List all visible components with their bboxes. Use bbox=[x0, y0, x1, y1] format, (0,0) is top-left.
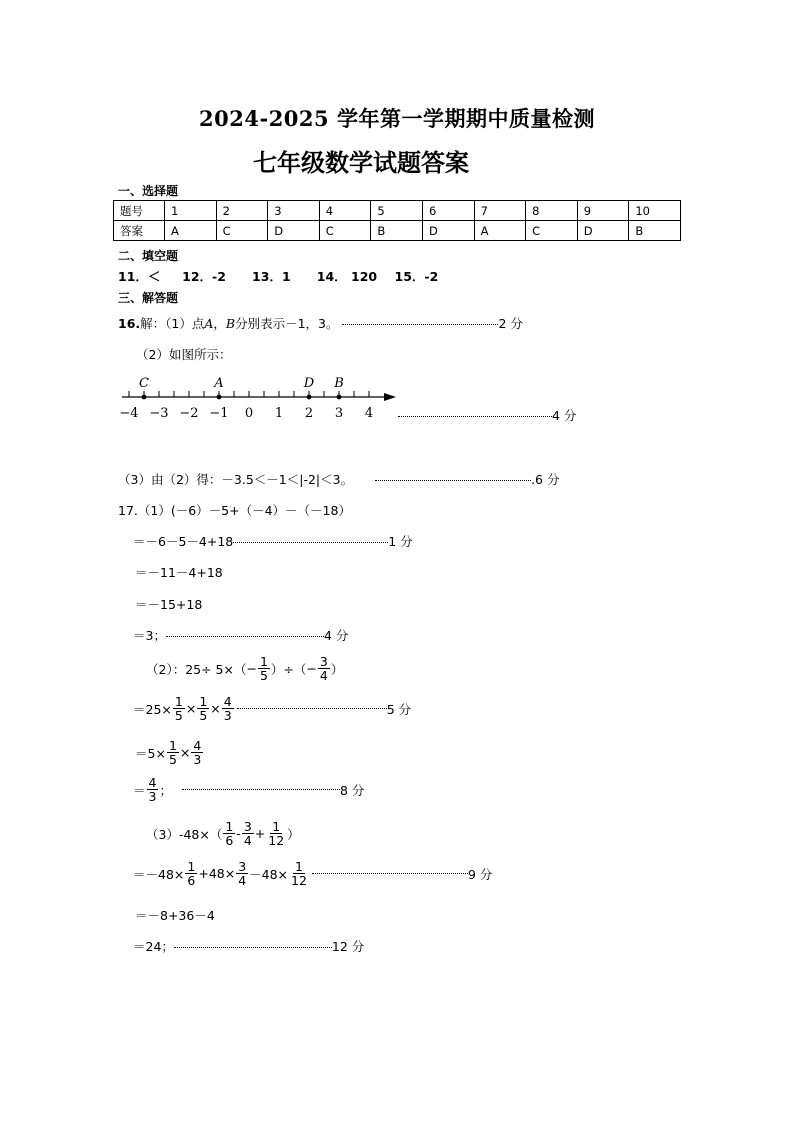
minus: − bbox=[306, 661, 317, 677]
denominator: 3 bbox=[148, 789, 157, 805]
row-label: 题号 bbox=[114, 201, 165, 221]
table-cell: 2 bbox=[216, 201, 268, 221]
denominator: 5 bbox=[174, 708, 183, 724]
denominator: 12 bbox=[291, 873, 307, 889]
fraction bbox=[185, 860, 197, 887]
numerator: 4 bbox=[223, 694, 232, 709]
point-label: A bbox=[214, 376, 224, 391]
table-cell: C bbox=[319, 221, 371, 241]
numerator: 3 bbox=[243, 819, 252, 834]
times: × bbox=[210, 701, 221, 717]
answer-row bbox=[114, 221, 681, 241]
q17-line4 bbox=[133, 626, 348, 644]
expr: －48× bbox=[249, 866, 289, 882]
tick-label: −4 bbox=[119, 406, 139, 421]
denominator: 6 bbox=[225, 833, 234, 849]
score-label: 4 分 bbox=[552, 408, 577, 423]
numerator: 3 bbox=[319, 654, 328, 669]
table-cell: 1 bbox=[165, 201, 217, 221]
numerator: 1 bbox=[168, 738, 177, 753]
table-cell: 3 bbox=[268, 201, 320, 221]
expr: （2）：25÷ 5×（ bbox=[146, 661, 247, 677]
score-label: 12 分 bbox=[331, 939, 365, 954]
expr: ） bbox=[287, 826, 300, 842]
axis-arrow bbox=[384, 393, 396, 401]
q17-part3-line1 bbox=[133, 860, 492, 887]
answer-table bbox=[113, 200, 681, 241]
fraction bbox=[289, 860, 309, 887]
tick-label: 3 bbox=[334, 406, 344, 421]
tick-label: −3 bbox=[149, 406, 169, 421]
q16-part1 bbox=[118, 314, 523, 332]
q16-part3 bbox=[118, 470, 559, 488]
expr: （3）-48×（ bbox=[146, 826, 223, 842]
numerator: 1 bbox=[272, 819, 281, 834]
q16-part2-score-line bbox=[398, 406, 576, 424]
leader-dots bbox=[398, 416, 552, 417]
leader-dots bbox=[342, 324, 498, 325]
denominator: 4 bbox=[319, 668, 328, 684]
denominator: 3 bbox=[193, 752, 202, 768]
fraction bbox=[191, 739, 203, 766]
score-label: 9 分 bbox=[467, 866, 493, 882]
tick-label: 4 bbox=[364, 406, 374, 421]
expr: ＝ bbox=[133, 782, 146, 798]
table-cell: D bbox=[422, 221, 474, 241]
denominator: 5 bbox=[259, 668, 268, 684]
point-b-label: B bbox=[225, 316, 236, 331]
fraction bbox=[223, 820, 235, 847]
numerator: 1 bbox=[225, 819, 234, 834]
table-cell: B bbox=[371, 221, 423, 241]
point-dot bbox=[142, 395, 147, 400]
fraction bbox=[236, 860, 248, 887]
numerator: 3 bbox=[238, 859, 247, 874]
numerator: 4 bbox=[148, 775, 157, 790]
numerator: 1 bbox=[187, 859, 196, 874]
fraction bbox=[167, 739, 179, 766]
minus: - bbox=[236, 826, 241, 842]
score-label: 1 分 bbox=[388, 534, 413, 549]
q17-part2-line1 bbox=[133, 695, 411, 722]
point-label: C bbox=[139, 376, 149, 391]
table-cell: 5 bbox=[371, 201, 423, 221]
tick-label: 1 bbox=[274, 406, 284, 421]
q17-part3-head bbox=[146, 820, 300, 847]
answer-key-title: 七年级数学试题答案 bbox=[253, 149, 469, 177]
table-cell: 7 bbox=[474, 201, 526, 221]
point-dot bbox=[217, 395, 222, 400]
numerator: 4 bbox=[193, 738, 202, 753]
fraction bbox=[197, 695, 209, 722]
table-cell: 9 bbox=[577, 201, 629, 221]
fraction bbox=[222, 695, 234, 722]
tick-label: 2 bbox=[304, 406, 314, 421]
section-choice-heading: 一、选择题 bbox=[118, 184, 179, 198]
point-label: B bbox=[334, 376, 344, 391]
denominator: 4 bbox=[238, 873, 247, 889]
numerator: 1 bbox=[259, 654, 268, 669]
q17-part2-head bbox=[146, 655, 343, 682]
expr: ＝25× bbox=[133, 701, 172, 717]
numerator: 1 bbox=[199, 694, 208, 709]
fraction bbox=[173, 695, 185, 722]
q17-line3: ＝－15+18 bbox=[135, 597, 203, 612]
times: × bbox=[179, 745, 191, 761]
plus: + bbox=[254, 826, 266, 842]
score-label: 8 分 bbox=[339, 782, 365, 798]
question-number-row bbox=[114, 201, 681, 221]
fraction bbox=[147, 776, 159, 803]
leader-dots bbox=[233, 542, 388, 543]
table-cell: D bbox=[577, 221, 629, 241]
denominator: 5 bbox=[199, 708, 208, 724]
times: × bbox=[185, 701, 197, 717]
fill-answers: 11．＜ 12．-2 13．1 14． 120 15．-2 bbox=[118, 269, 439, 284]
score-label: 5 分 bbox=[386, 701, 412, 717]
numerator: 1 bbox=[295, 859, 303, 874]
score-label: 4 分 bbox=[323, 628, 349, 643]
expr: ）÷（ bbox=[270, 661, 307, 677]
denominator: 6 bbox=[187, 873, 196, 889]
table-cell: C bbox=[216, 221, 268, 241]
q17-line2: ＝－11－4+18 bbox=[135, 565, 223, 580]
leader-dots bbox=[237, 708, 387, 709]
denominator: 4 bbox=[243, 833, 252, 849]
fraction bbox=[242, 820, 254, 847]
q16-part2: （2）如图所示： bbox=[136, 347, 232, 362]
q17-part2-line2 bbox=[135, 739, 204, 766]
denominator: 12 bbox=[268, 833, 285, 849]
q16-comma: ， bbox=[213, 316, 226, 331]
expr: ＝24； bbox=[133, 939, 174, 954]
leader-dots bbox=[312, 873, 468, 874]
table-cell: A bbox=[165, 221, 217, 241]
table-cell: 4 bbox=[319, 201, 371, 221]
exam-title: 2024-2025 学年第一学期期中质量检测 bbox=[199, 106, 595, 131]
table-cell: C bbox=[526, 221, 578, 241]
point-a-label: A bbox=[204, 316, 214, 331]
denominator: 3 bbox=[223, 708, 232, 724]
number-line-group bbox=[119, 376, 396, 421]
q16-number: 16. bbox=[118, 316, 141, 331]
q17-part2-line3 bbox=[133, 776, 364, 803]
fraction bbox=[318, 655, 330, 682]
point-label: D bbox=[303, 376, 315, 391]
score-label: 2 分 bbox=[498, 316, 523, 331]
q16-part1-rest: 分别表示－1，3。 bbox=[235, 316, 339, 331]
q17-line1 bbox=[133, 532, 413, 550]
point-dot bbox=[307, 395, 312, 400]
expr: +48× bbox=[198, 866, 236, 882]
fraction bbox=[258, 655, 270, 682]
minus: − bbox=[246, 661, 257, 677]
row-label: 答案 bbox=[114, 221, 165, 241]
point-dot bbox=[337, 395, 342, 400]
tick-label: −1 bbox=[209, 406, 229, 421]
expr: ） bbox=[330, 661, 344, 677]
numerator: 1 bbox=[174, 694, 183, 709]
expr: ＝－48× bbox=[133, 866, 185, 882]
section-solve-heading: 三、解答题 bbox=[118, 291, 179, 305]
expr: ； bbox=[159, 782, 172, 798]
q17-part3-line2: ＝－8+36－4 bbox=[135, 908, 215, 923]
leader-dots bbox=[174, 947, 332, 948]
q16-part1-text: 解：（1）点 bbox=[140, 316, 205, 331]
number-line bbox=[112, 372, 412, 424]
table-cell: A bbox=[474, 221, 526, 241]
table-cell: 6 bbox=[422, 201, 474, 221]
leader-dots bbox=[166, 636, 324, 637]
leader-dots bbox=[375, 480, 531, 481]
tick-label: 0 bbox=[244, 406, 254, 421]
expr: ＝－6－5－4+18 bbox=[133, 534, 234, 549]
fraction bbox=[266, 820, 286, 847]
score-label: .6 分 bbox=[531, 472, 560, 487]
table-cell: D bbox=[268, 221, 320, 241]
table-cell: B bbox=[629, 221, 681, 241]
expr: ＝3； bbox=[133, 628, 166, 643]
denominator: 5 bbox=[168, 752, 177, 768]
leader-dots bbox=[182, 789, 340, 790]
q17-part3-line3 bbox=[133, 937, 364, 955]
tick-label: −2 bbox=[179, 406, 199, 421]
expr: ＝5× bbox=[135, 745, 166, 761]
table-cell: 8 bbox=[526, 201, 578, 221]
table-cell: 10 bbox=[629, 201, 681, 221]
section-fill-heading: 二、填空题 bbox=[118, 249, 179, 263]
q17-head: 17.（1）(－6）－5+（－4）－（－18） bbox=[118, 503, 351, 518]
q16-part3-text: （3）由（2）得：－3.5＜－1＜|-2|＜3。 bbox=[118, 472, 354, 487]
